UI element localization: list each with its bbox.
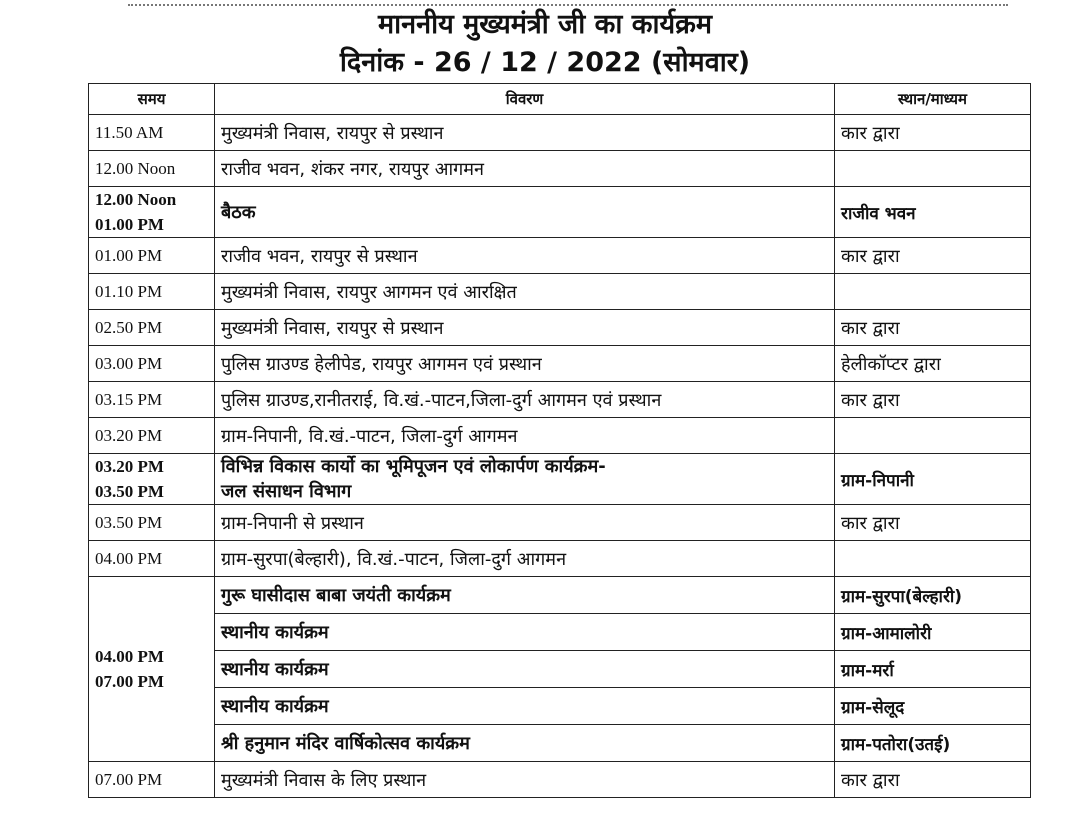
table-row (89, 187, 1031, 238)
block-item-description: स्थानीय कार्यक्रम (215, 651, 835, 688)
row-description: मुख्यमंत्री निवास, रायपुर आगमन एवं आरक्षित (215, 274, 835, 310)
row-place: कार द्वारा (835, 310, 1031, 346)
row-time: 03.15 PM (89, 382, 215, 418)
row-time: 01.10 PM (89, 274, 215, 310)
block-item-description: श्री हनुमान मंदिर वार्षिकोत्सव कार्यक्रम (215, 725, 835, 762)
table-row (89, 346, 1031, 382)
row-time-start: 12.00 Noon (95, 190, 177, 209)
row-place: कार द्वारा (835, 762, 1031, 798)
page-title: माननीय मुख्यमंत्री जी का कार्यक्रम (377, 9, 713, 40)
table-row (89, 577, 1031, 614)
block-item-place: ग्राम-सेलूद (835, 688, 1031, 725)
block-item-place: ग्राम-आमालोरी (835, 614, 1031, 651)
row-place: ग्राम-निपानी (835, 454, 1031, 505)
table-row (89, 762, 1031, 798)
column-header-place: स्थान/माध्यम (835, 84, 1031, 115)
table-row (89, 151, 1031, 187)
table-row (89, 725, 1031, 762)
row-description: ग्राम-निपानी से प्रस्थान (215, 505, 835, 541)
schedule-table (88, 83, 1031, 798)
row-time: 07.00 PM (89, 762, 215, 798)
table-row (89, 310, 1031, 346)
row-time-end: 01.00 PM (95, 215, 164, 234)
row-description: राजीव भवन, शंकर नगर, रायपुर आगमन (215, 151, 835, 187)
row-description-line-1: विभिन्न विकास कार्यो का भूमिपूजन एवं लोकार्पण कार्यक्रम- (221, 456, 606, 477)
table-row (89, 541, 1031, 577)
block-item-place: ग्राम-पतोरा(उतई) (835, 725, 1031, 762)
column-header-description: विवरण (215, 84, 835, 115)
row-time: 03.20 PM (89, 418, 215, 454)
block-item-description: स्थानीय कार्यक्रम (215, 614, 835, 651)
row-time-range (89, 187, 215, 238)
row-place: कार द्वारा (835, 238, 1031, 274)
table-row (89, 688, 1031, 725)
date-line: दिनांक - 26 / 12 / 2022 (सोमवार) (339, 47, 751, 78)
row-place: कार द्वारा (835, 115, 1031, 151)
block-time-end: 07.00 PM (95, 672, 164, 691)
row-description: मुख्यमंत्री निवास, रायपुर से प्रस्थान (215, 115, 835, 151)
row-time: 11.50 AM (89, 115, 215, 151)
row-description-line-2: जल संसाधन विभाग (221, 481, 352, 502)
table-row (89, 418, 1031, 454)
table-row (89, 115, 1031, 151)
block-item-place: ग्राम-सुरपा(बेल्हारी) (835, 577, 1031, 614)
block-item-description: स्थानीय कार्यक्रम (215, 688, 835, 725)
block-item-description: गुरू घासीदास बाबा जयंती कार्यक्रम (215, 577, 835, 614)
row-place: हेलीकॉप्टर द्वारा (835, 346, 1031, 382)
row-time: 03.50 PM (89, 505, 215, 541)
table-row (89, 614, 1031, 651)
block-time-start: 04.00 PM (95, 647, 164, 666)
row-place (835, 541, 1031, 577)
row-place: राजीव भवन (835, 187, 1031, 238)
table-row (89, 651, 1031, 688)
table-row (89, 454, 1031, 505)
table-header-row (89, 84, 1031, 115)
row-place: कार द्वारा (835, 505, 1031, 541)
row-place (835, 274, 1031, 310)
row-description (215, 454, 835, 505)
row-time-range (89, 454, 215, 505)
row-description: राजीव भवन, रायपुर से प्रस्थान (215, 238, 835, 274)
row-time: 03.00 PM (89, 346, 215, 382)
row-time-end: 03.50 PM (95, 482, 164, 501)
table-row (89, 505, 1031, 541)
row-description: पुलिस ग्राउण्ड हेलीपेड, रायपुर आगमन एवं प्रस्थान (215, 346, 835, 382)
top-dotted-rule (128, 4, 1008, 6)
row-time: 12.00 Noon (89, 151, 215, 187)
column-header-time: समय (89, 84, 215, 115)
row-description: बैठक (215, 187, 835, 238)
row-place: कार द्वारा (835, 382, 1031, 418)
row-place (835, 418, 1031, 454)
row-description: ग्राम-सुरपा(बेल्हारी), वि.खं.-पाटन, जिला-दुर्ग आगमन (215, 541, 835, 577)
row-description: मुख्यमंत्री निवास, रायपुर से प्रस्थान (215, 310, 835, 346)
block-time-range (89, 577, 215, 762)
row-time: 01.00 PM (89, 238, 215, 274)
row-description: ग्राम-निपानी, वि.खं.-पाटन, जिला-दुर्ग आगमन (215, 418, 835, 454)
row-time: 02.50 PM (89, 310, 215, 346)
row-time-start: 03.20 PM (95, 457, 164, 476)
block-item-place: ग्राम-मर्रा (835, 651, 1031, 688)
row-time: 04.00 PM (89, 541, 215, 577)
row-description: पुलिस ग्राउण्ड,रानीतराई, वि.खं.-पाटन,जिला-दुर्ग आगमन एवं प्रस्थान (215, 382, 835, 418)
row-description: मुख्यमंत्री निवास के लिए प्रस्थान (215, 762, 835, 798)
table-row (89, 274, 1031, 310)
row-place (835, 151, 1031, 187)
table-row (89, 382, 1031, 418)
table-row (89, 238, 1031, 274)
